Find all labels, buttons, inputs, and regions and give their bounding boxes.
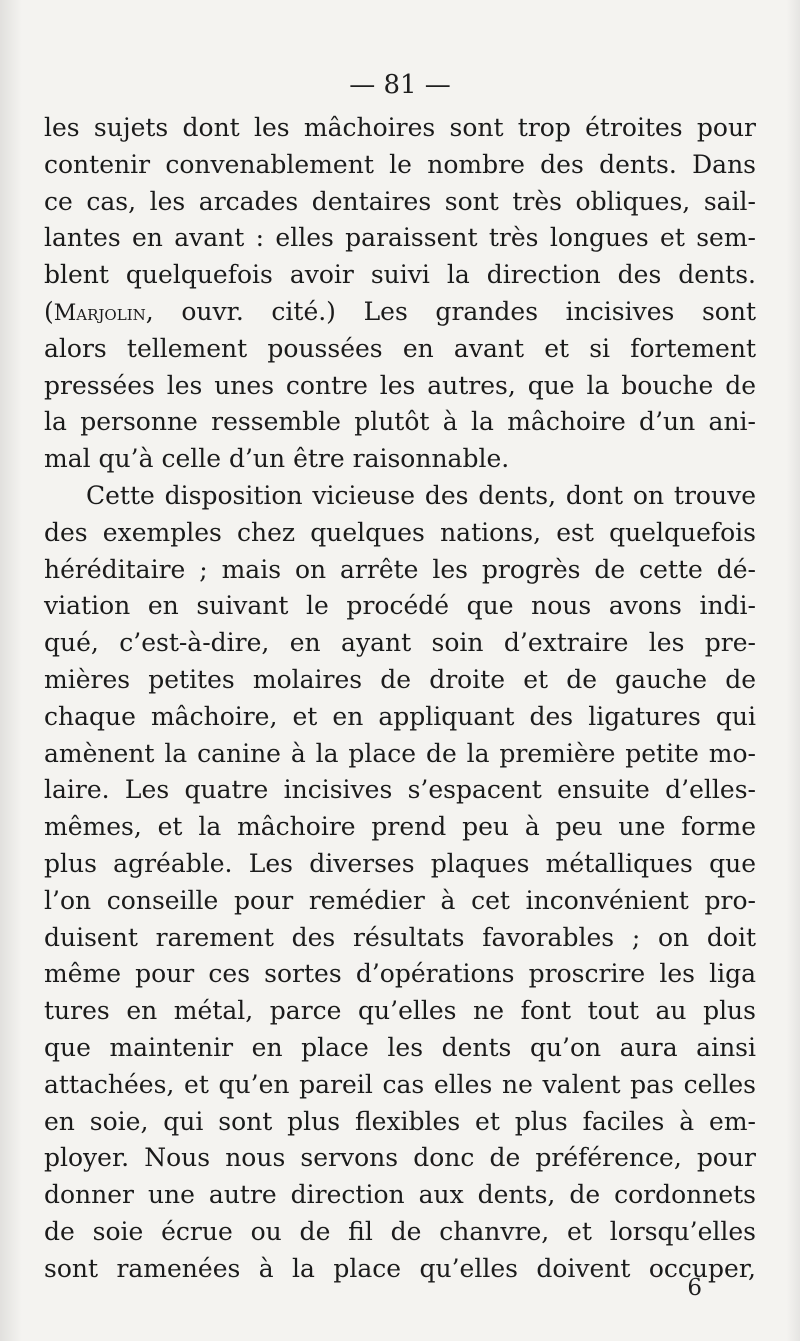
text-line: attachées, et qu’en pareil cas elles ne valent pas celles bbox=[44, 1069, 756, 1099]
text-line: lantes en avant : elles paraissent très longues et sem- bbox=[44, 223, 756, 253]
text-line: des exemples chez quelques nations, est quelquefois bbox=[44, 517, 756, 547]
body-text bbox=[44, 110, 756, 1288]
signature-mark: 6 bbox=[687, 1275, 702, 1301]
page-edge-shadow-left bbox=[0, 0, 22, 1341]
citation-author: Marjolin bbox=[53, 300, 146, 326]
text-line: sont ramenées à la place qu’elles doivent occuper, bbox=[44, 1253, 756, 1283]
text-line: qué, c’est-à-dire, en ayant soin d’extraire les pre- bbox=[44, 628, 756, 658]
text-line: que maintenir en place les dents qu’on aura ainsi bbox=[44, 1032, 756, 1062]
text-line: mal qu’à celle d’un être raisonnable. bbox=[44, 444, 510, 474]
text-line: l’on conseille pour remédier à cet inconvénient pro- bbox=[44, 885, 756, 915]
citation-rest: , ouvr. cité.) Les grandes incisives sont bbox=[145, 296, 756, 326]
text-line: de soie écrue ou de fil de chanvre, et lorsqu’elles bbox=[44, 1216, 756, 1246]
text-line: chaque mâchoire, et en appliquant des ligatures qui bbox=[44, 701, 756, 731]
page-edge-shadow-right bbox=[786, 0, 800, 1341]
text-line: héréditaire ; mais on arrête les progrès de cette dé- bbox=[44, 554, 756, 584]
text-line: plus agréable. Les diverses plaques métalliques que bbox=[44, 848, 756, 878]
text-line: mières petites molaires de droite et de gauche de bbox=[44, 664, 756, 694]
text-line: ce cas, les arcades dentaires sont très obliques, sail- bbox=[44, 186, 756, 216]
text-line: laire. Les quatre incisives s’espacent ensuite d’elles- bbox=[44, 775, 756, 805]
text-line: tures en métal, parce qu’elles ne font tout au plus bbox=[44, 996, 756, 1026]
text-line: mêmes, et la mâchoire prend peu à peu une forme bbox=[44, 812, 756, 842]
text-line: viation en suivant le procédé que nous avons indi- bbox=[44, 591, 756, 621]
page-number: — 81 — bbox=[349, 70, 451, 100]
text-line: donner une autre direction aux dents, de cordonnets bbox=[44, 1180, 756, 1210]
text-line: les sujets dont les mâchoires sont trop étroites pour bbox=[44, 113, 756, 142]
text-line: contenir convenablement le nombre des dents. Dans bbox=[44, 149, 756, 179]
text-line: en soie, qui sont plus flexibles et plus faciles à em- bbox=[44, 1106, 756, 1136]
text-line: amènent la canine à la place de la première petite mo- bbox=[44, 738, 756, 768]
text-line-marjolin-citation bbox=[44, 294, 756, 331]
citation-open-paren: ( bbox=[44, 296, 54, 326]
text-line: la personne ressemble plutôt à la mâchoire d’un ani- bbox=[44, 407, 756, 437]
text-line: alors tellement poussées en avant et si fortement bbox=[44, 333, 756, 363]
text-line: blent quelquefois avoir suivi la direction des dents. bbox=[44, 260, 756, 290]
text-line: ployer. Nous nous servons donc de préférence, pour bbox=[44, 1143, 756, 1173]
text-line: même pour ces sortes d’opérations proscrire les liga bbox=[44, 959, 756, 989]
paragraph-start-line: Cette disposition vicieuse des dents, dont on trouve bbox=[86, 480, 756, 510]
text-line: pressées les unes contre les autres, que la bouche de bbox=[44, 370, 756, 400]
text-line: duisent rarement des résultats favorables ; on doit bbox=[44, 922, 756, 952]
